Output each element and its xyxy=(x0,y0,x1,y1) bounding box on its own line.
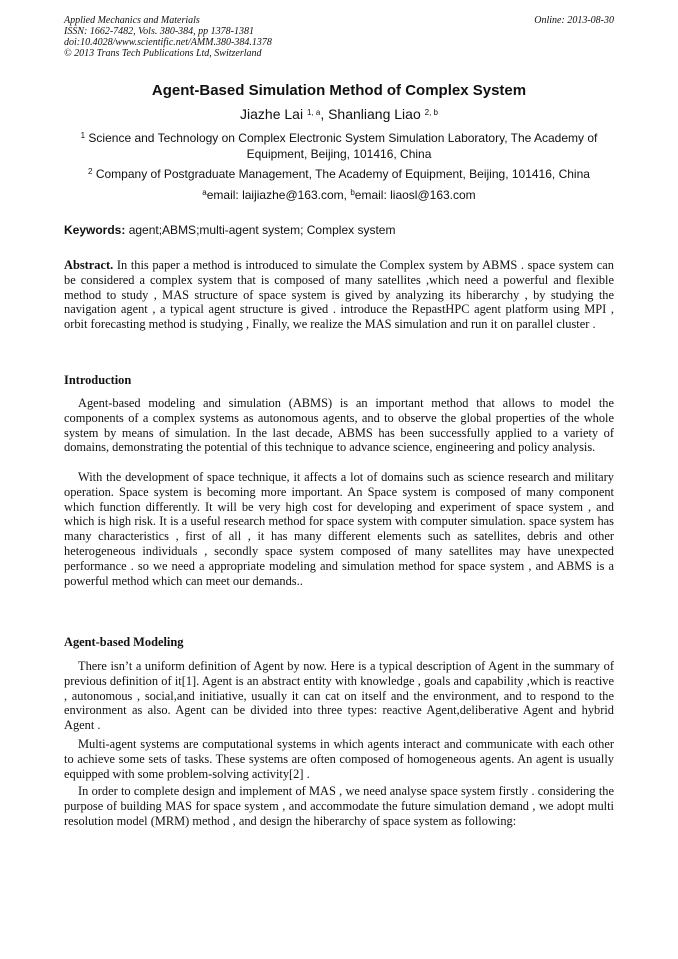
email-text: email: laijiazhe@163.com, xyxy=(206,188,351,202)
author-separator: , xyxy=(320,106,329,122)
author-superscript: 1, a xyxy=(306,108,321,117)
author-line xyxy=(64,105,614,123)
affiliation-superscript: 1 xyxy=(80,131,86,140)
journal-header xyxy=(64,15,614,59)
abstract-text: In this paper a method is introduced to simulate the Complex system by ABMS . space system can be considered a complex system that is composed of many satellites ,which need a powerful and flexible method to study , MAS structure of space system is gived by analyzing its hiberarchy , by studying the navigation agent , a typical agent structure is gived . introduce the RepastHPC agent platform using MPI , orbit forecasting method is studying , Finally, we realize the MAS simulation and run it on parallel cluster . xyxy=(64,258,614,332)
agent-modeling-paragraph-1: There isn’t a uniform definition of Agent by now. Here is a typical description of Agent in the summary of previous definition of it[1]. Agent is an abstract entity with knowledge , goals and capability ,which is reactive , autonomous , social,and initiative, usually it can cat on itself and the environment, and to respond to the environment as also. Agent can be divided into three types: reactive Agent,deliberative Agent and hybrid Agent . xyxy=(64,659,614,733)
affiliation-1 xyxy=(64,130,614,162)
section-heading-agent-based-modeling: Agent-based Modeling xyxy=(64,635,184,649)
keywords-label: Keywords: xyxy=(64,223,126,237)
introduction-paragraph-1: Agent-based modeling and simulation (ABMS) is an important method that allows to model the components of a complex systems as autonomous agents, and to observe the global properties of the whole system by means of simulation. In the last decade, ABMS has been successfully applied to a variety of domains, demonstrating the potential of this technique to advance science, engineering and policy analysis. xyxy=(64,396,614,455)
author-superscript: 2, b xyxy=(424,108,438,117)
affiliation-2 xyxy=(64,166,614,182)
email-superscript: a xyxy=(202,188,207,197)
paper-title: Agent-Based Simulation Method of Complex System xyxy=(151,82,527,99)
online-date: Online: 2013-08-30 xyxy=(534,15,614,26)
introduction-paragraph-2: With the development of space technique, it affects a lot of domains such as science research and military operation. Space system is becoming more important. An Space system is composed of many component which function differently. It will be very high cost for developing and experiment of space system , and which is high risk. It is a useful research method for space system with computer simulation. space system has many characteristics , first of all , it has many different elements such as satellites, debris and other heterogeneous individuals , secondly space system composed of many satellites may have unexpected performance . so we need a appropriate modeling and simulation method for space system , and ABMS is a powerful method which can meet our demands.. xyxy=(64,470,614,588)
affiliation-text: Company of Postgraduate Management, The Academy of Equipment, Beijing, 101416, China xyxy=(95,167,590,181)
journal-name: Applied Mechanics and Materials xyxy=(64,15,200,26)
abstract-label: Abstract. xyxy=(64,258,114,272)
agent-modeling-paragraph-2: Multi-agent systems are computational systems in which agents interact and communicate with each other to achieve some sets of tasks. These systems are often composed of homogeneous agents. An agent is usually equipped with some problem-solving activity[2] . xyxy=(64,737,614,781)
email-superscript: b xyxy=(350,188,355,197)
author-name: Jiazhe Lai xyxy=(240,106,304,122)
doi-line: doi:10.4028/www.scientific.net/AMM.380-384.1378 xyxy=(64,37,272,48)
copyright-line: © 2013 Trans Tech Publications Ltd, Switzerland xyxy=(64,48,262,59)
author-name: Shanliang Liao xyxy=(328,106,421,122)
abstract xyxy=(64,258,614,332)
issn-line: ISSN: 1662-7482, Vols. 380-384, pp 1378-1381 xyxy=(64,26,254,37)
affiliation-superscript: 2 xyxy=(88,167,93,176)
affiliation-text: Science and Technology on Complex Electronic System Simulation Laboratory, The Academy of Equipment, Beijing, 101416, China xyxy=(88,131,598,161)
email-line xyxy=(64,187,614,203)
keywords xyxy=(64,223,614,237)
agent-modeling-paragraph-3: In order to complete design and implement of MAS , we need analyse space system firstly . considering the purpose of building MAS for space system , and accommodate the future simulation demand , we adopt multi resolution model (MRM) method , and design the hiberarchy of space system as following: xyxy=(64,784,614,828)
keywords-text: agent;ABMS;multi-agent system; Complex system xyxy=(125,223,396,237)
section-heading-introduction: Introduction xyxy=(64,373,132,387)
email-text: email: liaosl@163.com xyxy=(354,188,476,202)
